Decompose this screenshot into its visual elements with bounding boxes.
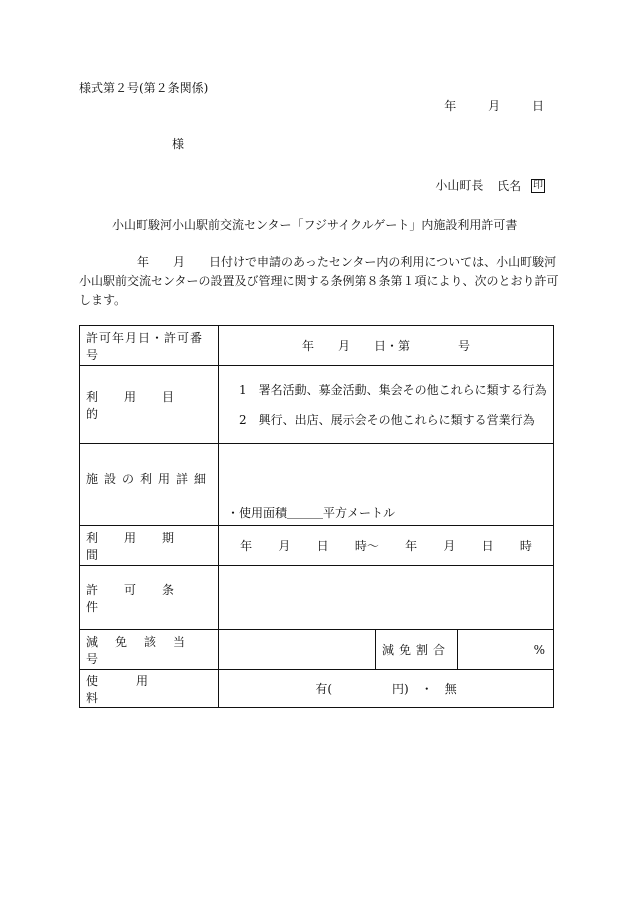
label-text: 使用料 bbox=[86, 673, 187, 705]
purpose-list bbox=[219, 366, 554, 444]
permit-date-value: 年 月 日・第 号 bbox=[219, 326, 554, 366]
form-number: 様式第２号(第２条関係) bbox=[79, 81, 209, 95]
period-part: 日 bbox=[316, 539, 329, 553]
exemption-label bbox=[80, 630, 219, 670]
period-part: 年 bbox=[405, 539, 418, 553]
body-line: 小山駅前交流センターの設置及び管理に関する条例第８条第１項により、次のとおり許可 bbox=[79, 274, 559, 288]
label-text: 許可年月日・許可番号 bbox=[86, 330, 204, 362]
table-row bbox=[80, 366, 554, 444]
label-text: 施設の利用詳細 bbox=[86, 472, 213, 486]
period-part: 日 bbox=[481, 539, 494, 553]
fee-label bbox=[80, 670, 219, 708]
period-part: 月 bbox=[443, 539, 456, 553]
conditions-value bbox=[219, 566, 554, 630]
period-value bbox=[219, 526, 554, 566]
permit-table bbox=[79, 325, 554, 708]
issuer bbox=[435, 179, 545, 193]
usage-area: ・使用面積＿＿＿平方メートル bbox=[227, 506, 396, 520]
purpose-item: 2 興行、出店、展示会その他これらに類する営業行為 bbox=[239, 412, 535, 427]
label-text: 許可条件 bbox=[86, 582, 201, 614]
purpose-item: 1 署名活動、募金活動、集会その他これらに類する行為 bbox=[239, 382, 547, 397]
date-day: 日 bbox=[531, 99, 544, 113]
permit-date-label bbox=[80, 326, 219, 366]
label-text: 減免該当号 bbox=[86, 634, 203, 666]
table-row bbox=[80, 444, 554, 526]
seal-stamp: 印 bbox=[533, 180, 543, 191]
date-month: 月 bbox=[488, 99, 501, 113]
addressee: 様 bbox=[172, 137, 185, 151]
exemption-rate-unit: % bbox=[458, 630, 554, 670]
table-row bbox=[80, 566, 554, 630]
exemption-value bbox=[219, 630, 376, 670]
exemption-rate-label bbox=[376, 630, 458, 670]
conditions-label bbox=[80, 566, 219, 630]
issuer-title: 小山町長 bbox=[435, 178, 484, 193]
period-part: 時～ bbox=[354, 539, 379, 553]
period-label bbox=[80, 526, 219, 566]
period-part: 年 bbox=[240, 539, 253, 553]
body-paragraph bbox=[79, 253, 559, 310]
period-part: 時 bbox=[519, 539, 532, 553]
table-row bbox=[80, 326, 554, 366]
fee-value: 有( 円) ・ 無 bbox=[219, 670, 554, 708]
table-row bbox=[80, 526, 554, 566]
label-text: 利用目的 bbox=[86, 389, 201, 421]
issue-date bbox=[436, 100, 544, 112]
body-line: 年 月 日付けで申請のあったセンター内の利用については、小山町駿河 bbox=[137, 255, 557, 269]
label-text: 減免割合 bbox=[382, 643, 451, 657]
document-title: 小山町駿河小山駅前交流センター「フジサイクルゲート」内施設利用許可書 bbox=[112, 218, 518, 232]
detail-label bbox=[80, 444, 219, 526]
purpose-label bbox=[80, 366, 219, 444]
table-row bbox=[80, 630, 554, 670]
table-row bbox=[80, 670, 554, 708]
label-text: 利用期間 bbox=[86, 530, 201, 562]
date-year: 年 bbox=[444, 99, 457, 113]
body-line: します。 bbox=[79, 293, 127, 307]
period-part: 月 bbox=[278, 539, 291, 553]
issuer-name-label: 氏名 bbox=[497, 178, 522, 193]
detail-value bbox=[219, 444, 554, 526]
